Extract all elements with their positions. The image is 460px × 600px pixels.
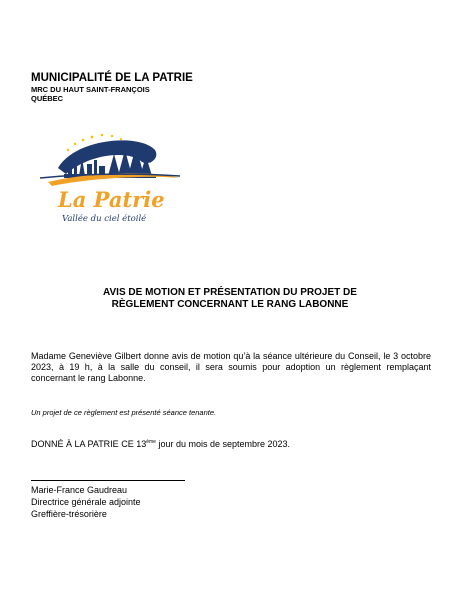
province-name: QUÉBEC xyxy=(31,94,64,103)
notice-paragraph: Madame Geneviève Gilbert donne avis de motion qu’à la séance ultérieure du Conseil, le 3 octobre 2023, à 19 h, à la salle du conseil, il sera soumis pour adoption un règlement remplaçant concernant le rang Labonne. xyxy=(31,351,431,383)
la-patrie-logo xyxy=(30,128,190,228)
signature-line xyxy=(31,480,185,481)
signature-block xyxy=(31,484,141,520)
signatory-name: Marie-France Gaudreau xyxy=(31,485,128,495)
notice-note: Un projet de ce règlement est présenté séance tenante. xyxy=(31,408,217,417)
notice-title-line2: RÈGLEMENT CONCERNANT LE RANG LABONNE xyxy=(111,299,349,310)
notice-title xyxy=(60,287,400,311)
given-superscript: ème xyxy=(146,439,156,445)
logo-name: La Patrie xyxy=(58,187,165,212)
logo-tagline: Vallée du ciel étoilé xyxy=(62,214,147,224)
notice-title-line1: AVIS DE MOTION ET PRÉSENTATION DU PROJET DE xyxy=(103,287,357,298)
signatory-role-1: Directrice générale adjointe xyxy=(31,497,141,507)
signatory-role-2: Greffière-trésorière xyxy=(31,509,107,519)
mrc-name: MRC DU HAUT SAINT-FRANÇOIS xyxy=(31,85,150,94)
given-statement xyxy=(31,437,290,450)
municipality-name: MUNICIPALITÉ DE LA PATRIE xyxy=(31,72,193,84)
letterhead xyxy=(31,72,193,103)
given-suffix: jour du mois de septembre 2023. xyxy=(155,439,291,449)
given-prefix: DONNÉ À LA PATRIE CE 13 xyxy=(31,439,147,449)
